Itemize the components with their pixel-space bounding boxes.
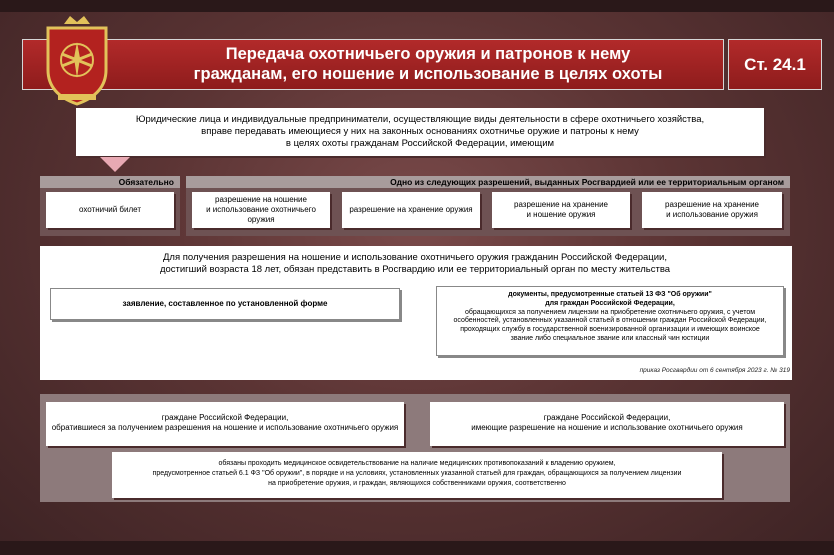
permit-1-line-2: и использование охотничьего оружия (206, 205, 316, 224)
permit-storage-use (642, 192, 782, 228)
top-frame (0, 0, 834, 12)
citizens-holding-box (430, 402, 784, 446)
permit-section-heading (100, 252, 730, 276)
docs-title-1: документы, предусмотренные статьей 13 ФЗ "Об оружии" (508, 291, 712, 298)
permit-heading-line-2: достигший возраста 18 лет, обязан представить в Росгвардию или ее территориальный орган по месту жительства (159, 264, 671, 275)
title-line-2: гражданам, его ношение и использование в целях охоты (193, 65, 663, 83)
title-banner (22, 39, 724, 90)
docs-line-3: проходящих службу в государственной военизированной организации и имеющих воинское (460, 326, 760, 334)
intro-line-1: Юридические лица и индивидуальные предприниматели, осуществляющие виды деятельности в сфере охотничьего хозяйства, (135, 114, 705, 125)
intro-box (76, 108, 764, 156)
permit-1-line-1: разрешение на ношение (215, 195, 307, 204)
docs-line-2: особенностей, установленных указанной статьей в отношении граждан Российской Федерации, (453, 317, 767, 325)
citizens-left-line-1: граждане Российской Федерации, (161, 413, 289, 422)
permit-2-line-1: разрешение на хранение оружия (349, 205, 473, 214)
duty-line-3: на приобретение оружия, и граждан, являющихся собственниками оружия, соответственно (268, 480, 566, 487)
hunting-ticket: охотничий билет (46, 192, 174, 228)
source-note: приказ Росгвардии от 6 сентября 2023 г. № 319 (639, 367, 790, 374)
application-box: заявление, составленное по установленной форме (50, 288, 400, 320)
duty-line-2: предусмотренное статьей 6.1 ФЗ "Об оружии", в порядке и на условиях, установленных указанной статьей для граждан, обращающихся за получением лицензии (152, 470, 682, 477)
citizens-right-line-1: граждане Российской Федерации, (543, 413, 671, 422)
article-number: Ст. 24.1 (728, 39, 822, 90)
permit-3-line-2: и ношение оружия (526, 210, 596, 219)
intro-line-3: в целях охоты гражданам Российской Федерации, имеющим (285, 138, 555, 149)
docs-title-2: для граждан Российской Федерации, (545, 299, 675, 307)
permit-3-line-1: разрешение на хранение (514, 200, 608, 209)
docs-line-4: звание либо специальное звание или классный чин юстиции (510, 334, 710, 342)
permits-group-label: Одно из следующих разрешений, выданных Росгвардией или ее территориальным органом (186, 176, 790, 188)
citizens-applying-box (46, 402, 404, 446)
page-title (143, 44, 713, 84)
citizens-right-line-2: имеющие разрешение на ношение и использование охотничьего оружия (471, 423, 743, 432)
documents-box (436, 286, 784, 356)
rosgvardia-emblem-icon (40, 14, 114, 106)
required-group-label: Обязательно (40, 176, 180, 188)
permit-heading-line-1: Для получения разрешения на ношение и использование охотничьего оружия гражданин Российской Федерации, (162, 252, 667, 263)
duty-line-1: обязаны проходить медицинское освидетельствование на наличие медицинских противопоказаний к владению оружием, (218, 460, 616, 467)
permit-4-line-2: и использование оружия (666, 210, 758, 219)
docs-line-1: обращающихся за получением лицензии на приобретение охотничьего оружия, с учетом (464, 308, 756, 316)
down-arrow-icon (100, 157, 130, 172)
permit-4-line-1: разрешение на хранение (665, 200, 759, 209)
citizens-left-line-2: обратившиеся за получением разрешения на ношение и использование охотничьего оружия (51, 423, 399, 432)
permit-storage-carry (492, 192, 630, 228)
permit-carry-use (192, 192, 330, 228)
bottom-frame (0, 541, 834, 555)
intro-line-2: вправе передавать имеющиеся у них на законных основаниях охотничье оружие и патроны к нему (201, 126, 639, 137)
title-line-1: Передача охотничьего оружия и патронов к нему (225, 45, 631, 63)
permit-storage (342, 192, 480, 228)
medical-duty-box (112, 452, 722, 498)
